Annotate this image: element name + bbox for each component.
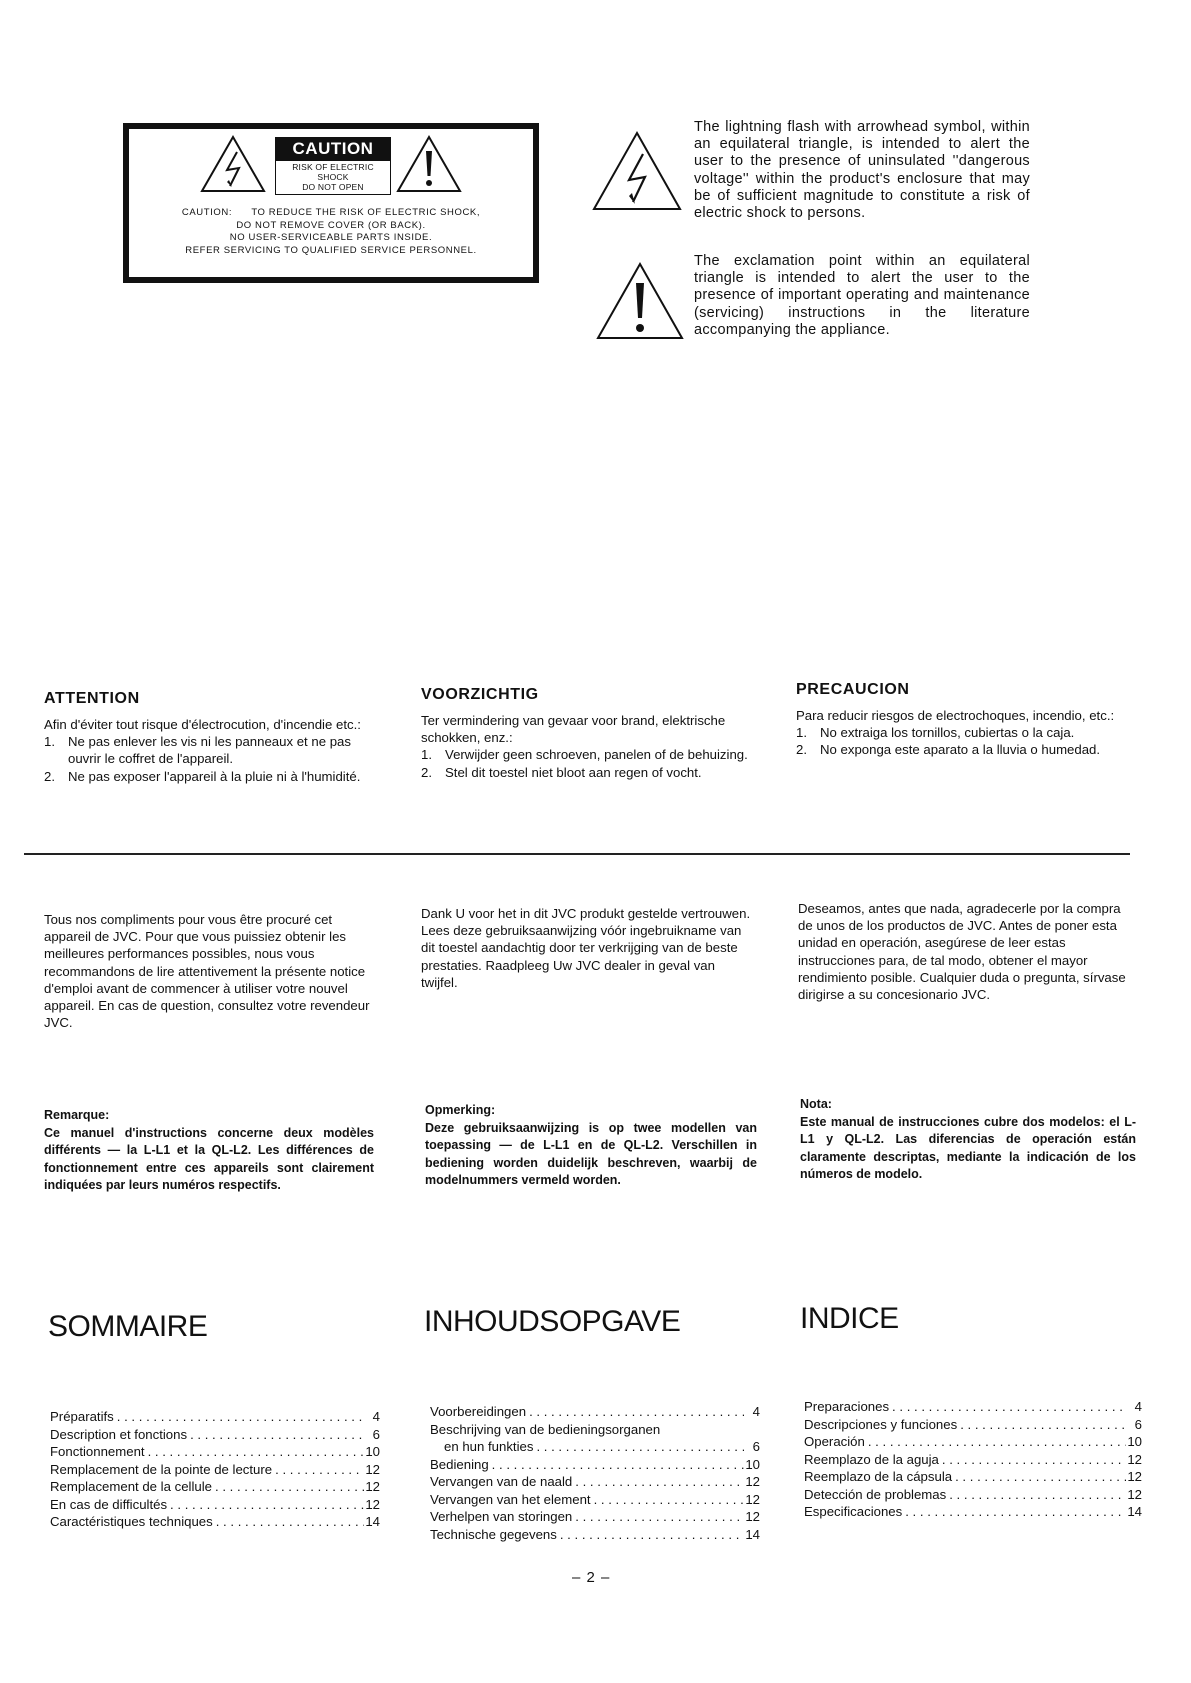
- intro-nl: [421, 905, 751, 991]
- list-item: [44, 733, 374, 767]
- attention-fr: [44, 690, 374, 785]
- caution-text: [129, 207, 533, 257]
- toc-leader-dots: [489, 1456, 744, 1474]
- attention-intro: Para reducir riesgos de electrochoques, incendio, etc.:: [796, 708, 1115, 723]
- caution-line: REFER SERVICING TO QUALIFIED SERVICE PERSONNEL.: [185, 244, 477, 256]
- toc-entry: [50, 1478, 380, 1496]
- intro-fr: [44, 911, 374, 1031]
- toc-entry-title: Remplacement de la cellule: [50, 1479, 212, 1494]
- section-title: VOORZICHTIG: [421, 686, 539, 703]
- toc-entry-page: 12: [365, 1496, 380, 1512]
- list-number: 2.: [421, 764, 432, 780]
- toc-entry: [50, 1408, 380, 1426]
- toc-leader-dots: [952, 1468, 1126, 1486]
- toc-entry-page: 14: [1127, 1504, 1142, 1519]
- list-item: [44, 768, 374, 785]
- list-number: 1.: [421, 747, 432, 763]
- caution-warning-box: [123, 123, 539, 283]
- toc-entry: [430, 1421, 760, 1439]
- toc-entry-title: Bediening: [430, 1456, 489, 1472]
- toc-entry-page: 4: [372, 1409, 380, 1424]
- toc-entry-page: 6: [752, 1439, 760, 1454]
- toc-list-nl: [430, 1403, 760, 1543]
- toc-entry: [50, 1426, 380, 1444]
- caution-label-sub-line: RISK OF ELECTRIC SHOCK: [292, 162, 374, 182]
- caution-label-sub-line: DO NOT OPEN: [302, 182, 364, 192]
- note-text: Ce manuel d'instructions concerne deux modèles différents — la L-L1 et la QL-L2. Les différences de fonctionnement entre ces appareils sont clairement indiquées par leurs numéros respectifs.: [44, 1125, 374, 1192]
- toc-entry-title: Operación: [804, 1434, 865, 1449]
- toc-entry-page: 12: [1127, 1469, 1142, 1484]
- exclamation-triangle-icon: [395, 134, 463, 194]
- toc-entry-title: Fonctionnement: [50, 1444, 145, 1459]
- caution-line: DO NOT REMOVE COVER (OR BACK).: [236, 219, 426, 231]
- list-item: [421, 764, 751, 781]
- lightning-symbol-explanation: The lightning flash with arrowhead symbol, within an equilateral triangle, is intended to alert the user to the presence of uninsulated ''dangerous voltage'' within the product's enclosure that may be of sufficient magnitude to constitute a risk of electric shock to persons.: [694, 119, 1030, 222]
- toc-entry: [804, 1503, 1142, 1521]
- toc-entry-title: Caractéristiques techniques: [50, 1514, 213, 1529]
- note-text: Deze gebruiksaanwijzing is op twee modellen van toepassing — de L-L1 en de QL-L2. Verschillen in bediening worden duidelijk beschreven, waarbij de modelnummers vermeld worden.: [425, 1120, 757, 1187]
- note-fr: [44, 1107, 374, 1195]
- toc-entry-title: Reemplazo de la cápsula: [804, 1469, 953, 1484]
- attention-intro: Afin d'éviter tout risque d'électrocution, d'incendie etc.:: [44, 717, 361, 732]
- toc-entry-page: 12: [365, 1461, 380, 1477]
- intro-text: Dank U voor het in dit JVC produkt gestelde vertrouwen. Lees deze gebruiksaanwijzing vóór ingebruikname van dit toestel aandachtig door ter verkrijging van de beste prestaties. Raadpleeg Uw JVC dealer in geval van twijfel.: [421, 906, 751, 990]
- note-text: Este manual de instrucciones cubre dos modelos: el L-L1 y QL-L2. Las diferencias de operación están claramente descriptas, mediante la indicación de los números de modelo.: [800, 1114, 1136, 1181]
- exclamation-symbol-explanation: The exclamation point within an equilateral triangle is intended to alert the user to the presence of important operating and maintenance (servicing) instructions in the literature accompanying the appliance.: [694, 253, 1030, 338]
- toc-title-es: INDICE: [800, 1302, 899, 1335]
- toc-entry-title: Especificaciones: [804, 1504, 903, 1519]
- toc-entry-title: Beschrijving van de bedieningsorganen: [430, 1421, 661, 1437]
- toc-entry-title: Vervangen van de naald: [430, 1474, 573, 1489]
- toc-entry-title: Detección de problemas: [804, 1486, 947, 1502]
- toc-entry: [50, 1461, 380, 1479]
- note-es: [800, 1096, 1136, 1184]
- toc-entry: [430, 1473, 760, 1491]
- list-text: Ne pas enlever les vis ni les panneaux et ne pas ouvrir le coffret de l'appareil.: [68, 734, 351, 767]
- toc-entry-title: Reemplazo de la aguja: [804, 1451, 939, 1467]
- list-number: 2.: [796, 742, 807, 758]
- list-number: 1.: [796, 725, 807, 741]
- toc-entry-page: 10: [365, 1444, 380, 1459]
- toc-entry-title: Voorbereidingen: [430, 1404, 527, 1419]
- toc-entry-page: 14: [745, 1526, 760, 1542]
- toc-entry-title: Description et fonctions: [50, 1426, 188, 1442]
- attention-body: [796, 707, 1131, 759]
- toc-leader-dots: [114, 1408, 364, 1426]
- caution-line: NO USER-SERVICEABLE PARTS INSIDE.: [229, 232, 433, 243]
- list-number: 1.: [44, 734, 55, 750]
- toc-leader-dots: [946, 1486, 1126, 1504]
- toc-title-fr: SOMMAIRE: [48, 1310, 208, 1343]
- attention-list: [44, 733, 374, 785]
- list-text: No extraiga los tornillos, cubiertas o la caja.: [820, 725, 1075, 741]
- intro-text: Deseamos, antes que nada, agradecerle por la compra de unos de los productos de JVC. Antes de poner esta unidad en operación, asegúrese de leer estas instrucciones para, de tal modo, obtener el mayor rendimiento posible. Cualquier duda o pregunta, sírvase dirigirse a su concesionario JVC.: [798, 901, 1126, 1003]
- toc-entry-page: 12: [1127, 1451, 1142, 1467]
- toc-entry: [430, 1438, 760, 1456]
- toc-leader-dots: [167, 1496, 364, 1514]
- attention-list: [796, 724, 1131, 758]
- toc-entry-title: Remplacement de la pointe de lecture: [50, 1461, 273, 1477]
- list-text: Verwijder geen schroeven, panelen of de behuizing.: [445, 747, 748, 763]
- list-item: [796, 724, 1131, 741]
- attention-body: [44, 716, 374, 785]
- note-nl: [425, 1102, 757, 1190]
- toc-entry-title: en hun funkties: [444, 1439, 534, 1454]
- attention-body: [421, 712, 751, 781]
- toc-entry: [804, 1486, 1142, 1504]
- toc-entry-title: En cas de difficultés: [50, 1496, 168, 1512]
- toc-entry: [804, 1398, 1142, 1416]
- toc-entry-title: Technische gegevens: [430, 1526, 557, 1542]
- toc-entry-title: Verhelpen van storingen: [430, 1509, 573, 1524]
- toc-entry: [430, 1526, 760, 1544]
- attention-es: [796, 681, 1131, 759]
- toc-entry-title: Descripciones y funciones: [804, 1416, 958, 1432]
- toc-entry: [50, 1513, 380, 1531]
- toc-entry-page: 6: [1134, 1416, 1142, 1432]
- toc-entry-page: 12: [1127, 1486, 1142, 1502]
- toc-leader-dots: [902, 1503, 1126, 1521]
- toc-entry: [804, 1416, 1142, 1434]
- toc-entry-page: 12: [745, 1491, 760, 1507]
- page-number: – 2 –: [572, 1569, 611, 1586]
- caution-label: [275, 137, 391, 195]
- list-number: 2.: [44, 768, 55, 784]
- note-label: Opmerking:: [425, 1103, 496, 1117]
- toc-entry: [50, 1443, 380, 1461]
- toc-leader-dots: [957, 1416, 1126, 1434]
- toc-leader-dots: [272, 1461, 364, 1479]
- toc-leader-dots: [889, 1398, 1126, 1416]
- lightning-triangle-icon: [199, 134, 267, 194]
- list-text: No exponga este aparato a la lluvia o humedad.: [820, 742, 1101, 758]
- list-item: [421, 746, 751, 763]
- section-divider: [24, 853, 1130, 855]
- toc-entry: [804, 1451, 1142, 1469]
- toc-leader-dots: [187, 1426, 364, 1444]
- caution-label-title: CAUTION: [276, 138, 390, 161]
- lightning-triangle-icon: [591, 130, 683, 212]
- toc-leader-dots: [145, 1443, 364, 1461]
- list-item: [796, 741, 1131, 758]
- exclamation-triangle-icon: [595, 261, 685, 341]
- toc-entry: [804, 1433, 1142, 1451]
- intro-text: Tous nos compliments pour vous être procuré cet appareil de JVC. Pour que vous puissiez obtenir les meilleures performances possibles, nous vous recommandons de lire attentivement la présente notice d'emploi avant de commencer à utiliser votre nouvel appareil. En cas de question, consultez votre revendeur JVC.: [44, 912, 370, 1031]
- attention-intro: Ter vermindering van gevaar voor brand, elektrische schokken, enz.:: [421, 713, 726, 746]
- toc-entry-title: Vervangen van het element: [430, 1491, 591, 1507]
- toc-title-nl: INHOUDSOPGAVE: [424, 1305, 681, 1338]
- note-label: Nota:: [800, 1097, 832, 1111]
- toc-entry: [50, 1496, 380, 1514]
- toc-leader-dots: [572, 1508, 744, 1526]
- toc-leader-dots: [526, 1403, 744, 1421]
- toc-entry: [430, 1491, 760, 1509]
- list-text: Stel dit toestel niet bloot aan regen of vocht.: [445, 764, 702, 780]
- toc-list-fr: [50, 1408, 380, 1531]
- toc-leader-dots: [213, 1513, 364, 1531]
- toc-entry: [430, 1508, 760, 1526]
- toc-entry-page: 4: [1134, 1399, 1142, 1414]
- toc-entry-page: 4: [752, 1404, 760, 1419]
- note-label: Remarque:: [44, 1108, 110, 1122]
- toc-leader-dots: [591, 1491, 744, 1509]
- toc-leader-dots: [533, 1438, 744, 1456]
- list-text: Ne pas exposer l'appareil à la pluie ni à l'humidité.: [68, 768, 361, 784]
- toc-entry-page: 10: [1127, 1434, 1142, 1449]
- toc-entry-title: Preparaciones: [804, 1399, 890, 1414]
- toc-entry-title: Préparatifs: [50, 1409, 114, 1424]
- toc-leader-dots: [865, 1433, 1126, 1451]
- attention-list: [421, 746, 751, 780]
- toc-list-es: [804, 1398, 1142, 1521]
- toc-entry-page: 12: [745, 1474, 760, 1489]
- intro-es: [798, 900, 1133, 1003]
- toc-entry-page: 10: [745, 1456, 760, 1472]
- caution-label-sub: [276, 161, 390, 194]
- toc-entry-page: 12: [365, 1479, 380, 1494]
- toc-entry: [804, 1468, 1142, 1486]
- caution-line: CAUTION: TO REDUCE THE RISK OF ELECTRIC SHOCK,: [181, 207, 481, 218]
- toc-leader-dots: [557, 1526, 744, 1544]
- toc-leader-dots: [939, 1451, 1126, 1469]
- toc-leader-dots: [212, 1478, 364, 1496]
- toc-entry-page: 14: [365, 1514, 380, 1529]
- toc-entry-page: 6: [372, 1426, 380, 1442]
- toc-entry: [430, 1456, 760, 1474]
- toc-leader-dots: [572, 1473, 744, 1491]
- attention-nl: [421, 686, 751, 781]
- section-title: ATTENTION: [44, 690, 140, 707]
- section-title: PRECAUCION: [796, 681, 910, 698]
- toc-entry-page: 12: [745, 1509, 760, 1524]
- toc-entry: [430, 1403, 760, 1421]
